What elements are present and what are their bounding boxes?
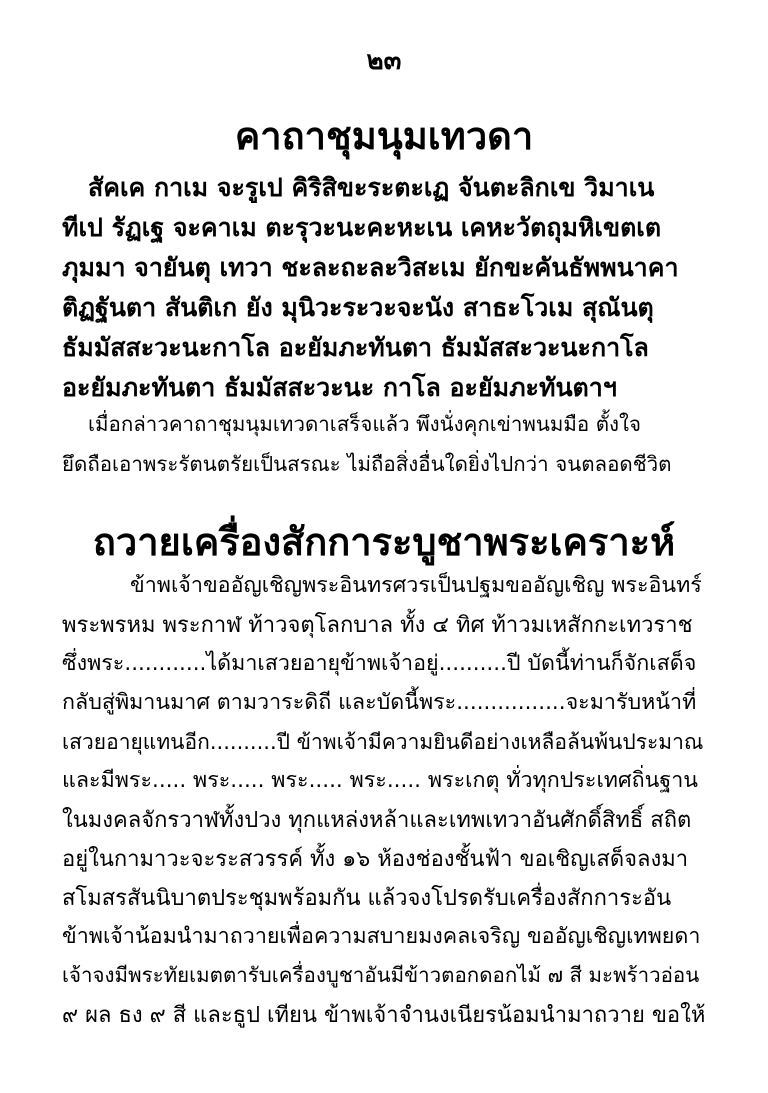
section-title-offering-to-planets: ถวายเครื่องสักการะบูชาพระเคราะห์ [92,520,676,564]
body-line: อยู่ในกามาวะจะระสวรรค์ ทั้ง ๑๖ ห้องช่องชั้นฟ้า ขอเชิญเสด็จลงมา [62,847,689,872]
chant-line: ติฏฐันตา สันติเก ยัง มุนิวะระวะจะนัง สาธะโวเม สุณันตุ [62,293,654,322]
body-line: สโมสรสันนิบาตประชุมพร้อมกัน แล้วจงโปรดรับเครื่องสักการะอัน [62,886,672,911]
chant-line: ทีเป รัฏเฐ จะคาเม ตะรุวะนะคะหะเน เคหะวัตถุมหิเขตเต [62,213,662,242]
body-line: ๙ ผล ธง ๙ สี และธูป เทียน ข้าพเจ้าจำนงเนียรน้อมนำมาถวาย ขอให้ [62,1003,706,1028]
body-line: และมีพระ..... พระ..... พระ..... พระ..... พระเกตุ ทั่วทุกประเทศถิ่นฐาน [62,768,698,793]
body-line: เจ้าจงมีพระทัยเมตตารับเครื่องบูชาอันมีข้าวตอกดอกไม้ ๗ สี มะพร้าวอ่อน [62,963,700,987]
body-line: พระพรหม พระกาฬ ท้าวจตุโลกบาล ทั้ง ๔ ทิศ ท้าวมเหสักกะเทวราช [62,613,693,638]
body-line: ข้าพเจ้าน้อมนำมาถวายเพื่อความสบายมงคลเจริญ ขออัญเชิญเทพยดา [62,924,701,949]
page-number: ๒๓ [366,46,402,76]
chant-line: สัคเค กาเม จะรูเป คิริสิขะระตะเฏ จันตะลิกเข วิมาเน [88,173,655,202]
chant-line: ธัมมัสสะวะนะกาโล อะยัมภะทันตา ธัมมัสสะวะนะกาโล [62,333,649,362]
chant-line: ภุมมา จายันตุ เทวา ชะละถะละวิสะเม ยักขะคันธัพพนาคา [62,253,679,282]
body-line: ซึ่งพระ............ได้มาเสวยอายุข้าพเจ้าอยู่..........ปี บัดนี้ท่านก็จักเสด็จ [62,651,697,676]
section-title-deity-assembly-chant: คาถาชุมนุมเทวดา [234,114,534,158]
note-line: ยึดถือเอาพระรัตนตรัยเป็นสรณะ ไม่ถือสิ่งอื่นใดยิ่งไปกว่า จนตลอดชีวิต [62,452,672,476]
note-line: เมื่อกล่าวคาถาชุมนุมเทวดาเสร็จแล้ว พึงนั่งคุกเข่าพนมมือ ตั้งใจ [88,412,642,436]
body-line: เสวยอายุแทนอีก..........ปี ข้าพเจ้ามีความยินดีอย่างเหลือล้นพ้นประมาณ [62,730,704,754]
chant-line: อะยัมภะทันตา ธัมมัสสะวะนะ กาโล อะยัมภะทันตาฯ [62,373,617,402]
body-line: กลับสู่พิมานมาศ ตามวาระดิถี และบัดนี้พระ................จะมารับหน้าที่ [62,690,697,715]
body-line: ในมงคลจักรวาฬทั้งปวง ทุกแหล่งหล้าและเทพเทวาอันศักดิ์สิทธิ์ สถิต [62,808,692,833]
body-line: ข้าพเจ้าขออัญเชิญพระอินทรศวรเป็นปฐมขออัญเชิญ พระอินทร์ [130,573,702,598]
